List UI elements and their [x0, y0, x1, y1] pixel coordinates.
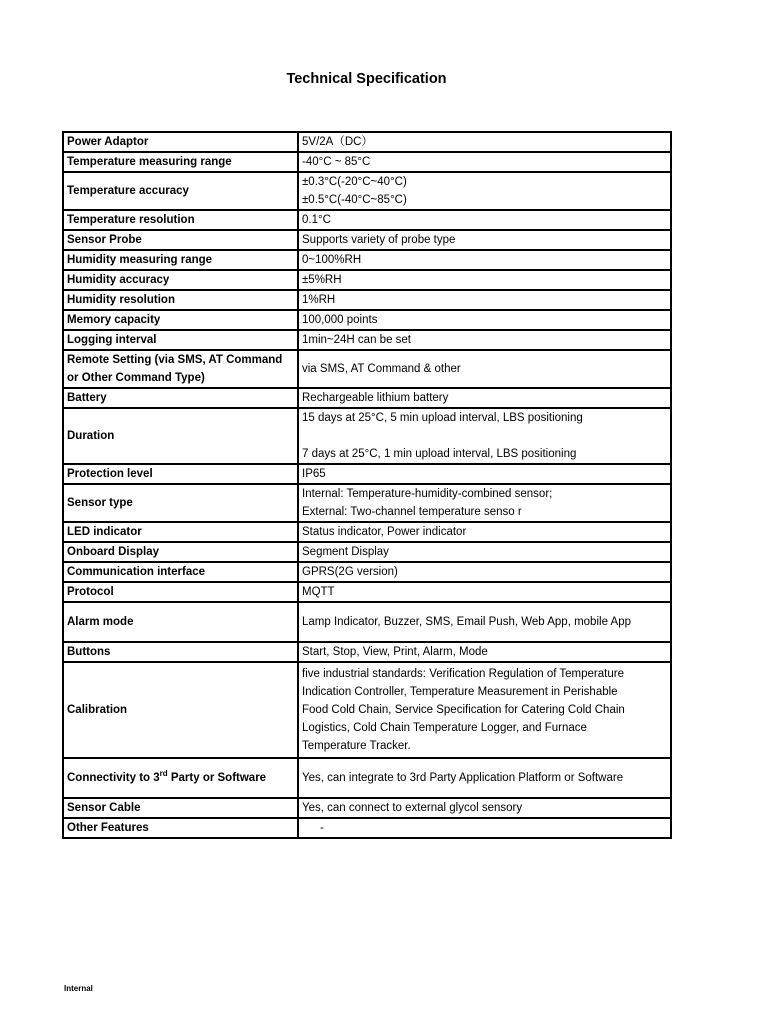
- spec-value: [298, 132, 671, 152]
- spec-label: Humidity accuracy: [63, 270, 298, 290]
- spec-value-line: -: [320, 822, 324, 834]
- spec-row: [63, 642, 671, 662]
- spec-value-line: Start, Stop, View, Print, Alarm, Mode: [302, 646, 488, 658]
- spec-value-line: Logistics, Cold Chain Temperature Logger, and Furnace: [302, 722, 587, 734]
- spec-label: Temperature resolution: [63, 210, 298, 230]
- spec-label: Communication interface: [63, 562, 298, 582]
- spec-label: Protection level: [63, 464, 298, 484]
- spec-label: LED indicator: [63, 522, 298, 542]
- spec-value-line: Internal: Temperature-humidity-combined sensor;: [302, 488, 553, 500]
- spec-value: [298, 230, 671, 250]
- spec-value-line: Indication Controller, Temperature Measurement in Perishable: [302, 686, 618, 698]
- spec-value: [298, 464, 671, 484]
- spec-row: [63, 408, 671, 464]
- spec-value-line: 15 days at 25°C, 5 min upload interval, LBS positioning: [302, 412, 583, 424]
- spec-label: Connectivity to 3rd Party or Software: [63, 758, 298, 798]
- spec-table-body: [63, 132, 671, 838]
- spec-value-line: five industrial standards: Verification Regulation of Temperature: [302, 668, 624, 680]
- spec-value-line: MQTT: [302, 586, 335, 598]
- spec-value: [298, 758, 671, 798]
- spec-label: Buttons: [63, 642, 298, 662]
- spec-label: Logging interval: [63, 330, 298, 350]
- spec-row: [63, 522, 671, 542]
- spec-value: [298, 152, 671, 172]
- spec-value-line: Supports variety of probe type: [302, 234, 456, 246]
- spec-value-line: Yes, can integrate to 3rd Party Application Platform or Software: [302, 772, 624, 784]
- spec-row: [63, 152, 671, 172]
- spec-row: [63, 758, 671, 798]
- spec-value-line: 7 days at 25°C, 1 min upload interval, LBS positioning: [302, 448, 577, 460]
- spec-value: [298, 408, 671, 464]
- spec-value: [298, 250, 671, 270]
- spec-value: [298, 798, 671, 818]
- spec-value: [298, 350, 671, 388]
- spec-value-line: Lamp Indicator, Buzzer, SMS, Email Push, Web App, mobile App: [302, 616, 631, 628]
- spec-value-line: GPRS(2G version): [302, 566, 398, 578]
- spec-value: [298, 642, 671, 662]
- spec-value-line: 1%RH: [302, 294, 336, 306]
- spec-table: [62, 131, 672, 839]
- spec-row: [63, 330, 671, 350]
- spec-value: [298, 522, 671, 542]
- spec-row: [63, 582, 671, 602]
- spec-label: Calibration: [63, 662, 298, 758]
- spec-value: [298, 290, 671, 310]
- spec-label: Humidity resolution: [63, 290, 298, 310]
- spec-label: Power Adaptor: [63, 132, 298, 152]
- spec-value: [298, 172, 671, 210]
- spec-label: Alarm mode: [63, 602, 298, 642]
- spec-value-line: 1min~24H can be set: [302, 334, 411, 346]
- spec-label: Other Features: [63, 818, 298, 838]
- spec-label: Temperature measuring range: [63, 152, 298, 172]
- spec-value: [298, 542, 671, 562]
- spec-row: [63, 484, 671, 522]
- spec-value: [298, 562, 671, 582]
- spec-label: Duration: [63, 408, 298, 464]
- spec-row: [63, 210, 671, 230]
- spec-value-line: Temperature Tracker.: [302, 740, 411, 752]
- spec-value-line: 100,000 points: [302, 314, 378, 326]
- spec-row: [63, 230, 671, 250]
- spec-value: [298, 310, 671, 330]
- spec-label: Memory capacity: [63, 310, 298, 330]
- spec-label: Protocol: [63, 582, 298, 602]
- spec-value: [298, 602, 671, 642]
- spec-row: [63, 662, 671, 758]
- spec-row: [63, 542, 671, 562]
- spec-row: [63, 290, 671, 310]
- spec-row: [63, 562, 671, 582]
- spec-label: Humidity measuring range: [63, 250, 298, 270]
- spec-value-line: Food Cold Chain, Service Specification for Catering Cold Chain: [302, 704, 625, 716]
- spec-value-line: 0~100%RH: [302, 254, 362, 266]
- footer-label: Internal: [64, 984, 93, 993]
- spec-label: Sensor type: [63, 484, 298, 522]
- spec-row: [63, 250, 671, 270]
- spec-row: [63, 270, 671, 290]
- spec-row: [63, 132, 671, 152]
- spec-row: [63, 350, 671, 388]
- spec-label: Onboard Display: [63, 542, 298, 562]
- spec-row: [63, 602, 671, 642]
- spec-label: Battery: [63, 388, 298, 408]
- spec-value-line: Segment Display: [302, 546, 389, 558]
- spec-row: [63, 798, 671, 818]
- spec-value: [298, 818, 671, 838]
- spec-row: [63, 172, 671, 210]
- spec-value: [298, 484, 671, 522]
- spec-value-line: 0.1°C: [302, 214, 331, 226]
- spec-value-line: Rechargeable lithium battery: [302, 392, 449, 404]
- spec-value: [298, 388, 671, 408]
- spec-value-line: Status indicator, Power indicator: [302, 526, 467, 538]
- spec-value: [298, 270, 671, 290]
- spec-row: [63, 388, 671, 408]
- spec-value-line: Yes, can connect to external glycol sensory: [302, 802, 523, 814]
- spec-value-line: External: Two-channel temperature senso r: [302, 506, 522, 518]
- spec-value: [298, 210, 671, 230]
- spec-value: [298, 330, 671, 350]
- spec-value: [298, 662, 671, 758]
- spec-value-line: via SMS, AT Command & other: [302, 363, 461, 375]
- spec-value: [298, 582, 671, 602]
- spec-value-line: ±0.3°C(-20°C~40°C): [302, 176, 407, 188]
- spec-value-line: IP65: [302, 468, 326, 480]
- spec-label: Temperature accuracy: [63, 172, 298, 210]
- spec-value-line: -40°C ~ 85°C: [302, 156, 371, 168]
- spec-value-line: ±0.5°C(-40°C~85°C): [302, 194, 407, 206]
- spec-row: [63, 464, 671, 484]
- spec-label: Sensor Cable: [63, 798, 298, 818]
- spec-value-line: ±5%RH: [302, 274, 342, 286]
- spec-row: [63, 310, 671, 330]
- spec-row: [63, 818, 671, 838]
- spec-value-line: 5V/2A（DC）: [302, 136, 373, 148]
- page-title: Technical Specification: [286, 71, 447, 87]
- spec-label: Remote Setting (via SMS, AT Command or Other Command Type): [63, 350, 298, 388]
- spec-label: Sensor Probe: [63, 230, 298, 250]
